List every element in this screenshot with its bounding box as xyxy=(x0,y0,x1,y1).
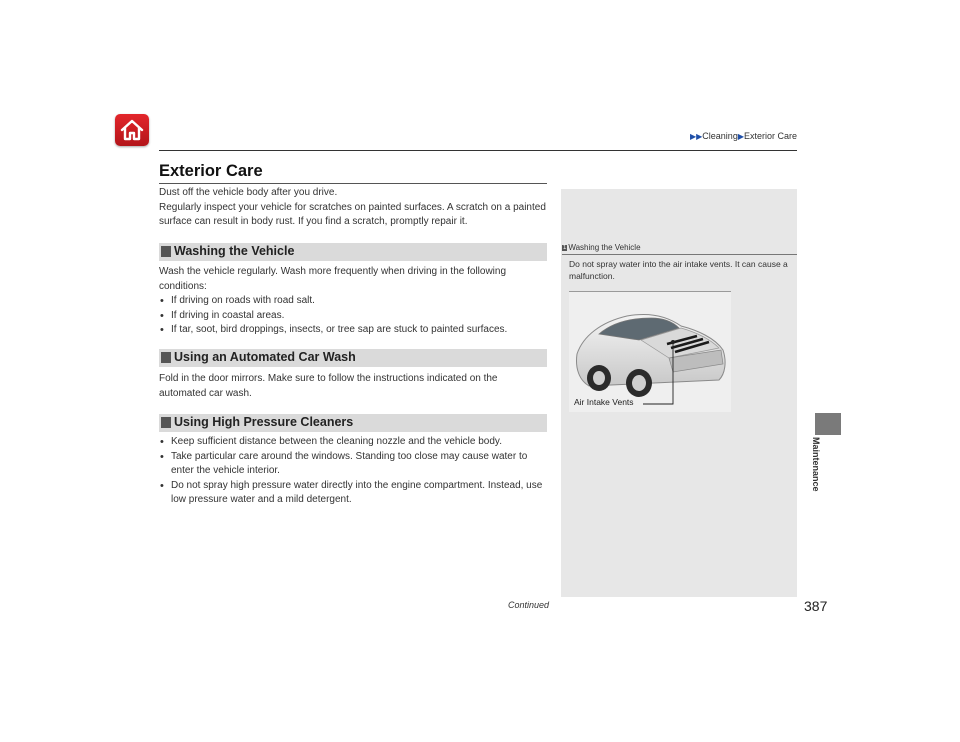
note-marker: 1 xyxy=(563,245,567,251)
intro-text xyxy=(159,186,547,230)
pressure-text xyxy=(159,435,547,508)
section-tab-label[interactable] xyxy=(811,437,835,507)
list-item: • If driving in coastal areas. xyxy=(159,309,547,324)
breadcrumb-arrow-icon: ▶ xyxy=(737,132,744,141)
breadcrumb-item-exterior-care[interactable]: Exterior Care xyxy=(743,131,797,141)
section-square-icon xyxy=(161,417,171,428)
section-heading-washing xyxy=(159,243,547,261)
section-square-icon xyxy=(161,352,171,363)
automated-paragraph: Fold in the door mirrors. Make sure to follow the instructions indicated on the automated car wash. xyxy=(159,373,498,399)
washing-text xyxy=(159,265,547,338)
section-heading-label: Using an Automated Car Wash xyxy=(174,350,356,364)
section-tab-marker xyxy=(815,413,841,435)
intro-paragraph: Dust off the vehicle body after you drive. xyxy=(159,187,338,198)
section-heading-label: Washing the Vehicle xyxy=(174,244,295,258)
automated-text xyxy=(159,372,547,401)
section-tab-text: Maintenance xyxy=(811,437,821,492)
note-heading-label: Washing the Vehicle xyxy=(568,243,641,252)
page-title: Exterior Care xyxy=(159,162,263,180)
car-illustration xyxy=(569,291,731,412)
breadcrumb xyxy=(690,131,797,141)
washing-bullet-list xyxy=(159,294,547,338)
air-intake-vents-label: Air Intake Vents xyxy=(574,397,634,407)
note-divider xyxy=(562,254,797,255)
intro-paragraph: Regularly inspect your vehicle for scratches on painted surfaces. A scratch on a painted surface can result in body rust. If you find a scratch, promptly repair it. xyxy=(159,201,546,227)
list-item: • If driving on roads with road salt. xyxy=(159,294,547,309)
list-item: • Take particular care around the windows. Standing too close may cause water to enter the vehicle interior. xyxy=(159,450,547,479)
car-icon xyxy=(569,292,731,412)
list-item: • Keep sufficient distance between the cleaning nozzle and the vehicle body. xyxy=(159,435,547,450)
breadcrumb-arrow-icon: ▶▶ xyxy=(689,132,703,141)
home-button[interactable] xyxy=(115,114,149,146)
title-divider xyxy=(159,183,547,184)
page-number: 387 xyxy=(804,598,828,614)
washing-paragraph: Wash the vehicle regularly. Wash more frequently when driving in the following conditions: xyxy=(159,266,507,292)
header-divider xyxy=(159,150,797,151)
pressure-bullet-list xyxy=(159,435,547,508)
home-icon xyxy=(120,118,144,142)
section-heading-label: Using High Pressure Cleaners xyxy=(174,415,354,429)
section-heading-automated xyxy=(159,349,547,367)
list-item: • Do not spray high pressure water directly into the engine compartment. Instead, use low pressure water and a mild detergent. xyxy=(159,479,547,508)
section-heading-pressure xyxy=(159,414,547,432)
note-text: Do not spray water into the air intake vents. It can cause a malfunction. xyxy=(569,259,788,281)
list-item: • If tar, soot, bird droppings, insects, or tree sap are stuck to painted surfaces. xyxy=(159,323,547,338)
breadcrumb-item-cleaning[interactable]: Cleaning xyxy=(702,131,738,141)
note-heading xyxy=(562,243,641,252)
section-square-icon xyxy=(161,246,171,257)
continued-label: Continued xyxy=(508,600,550,610)
